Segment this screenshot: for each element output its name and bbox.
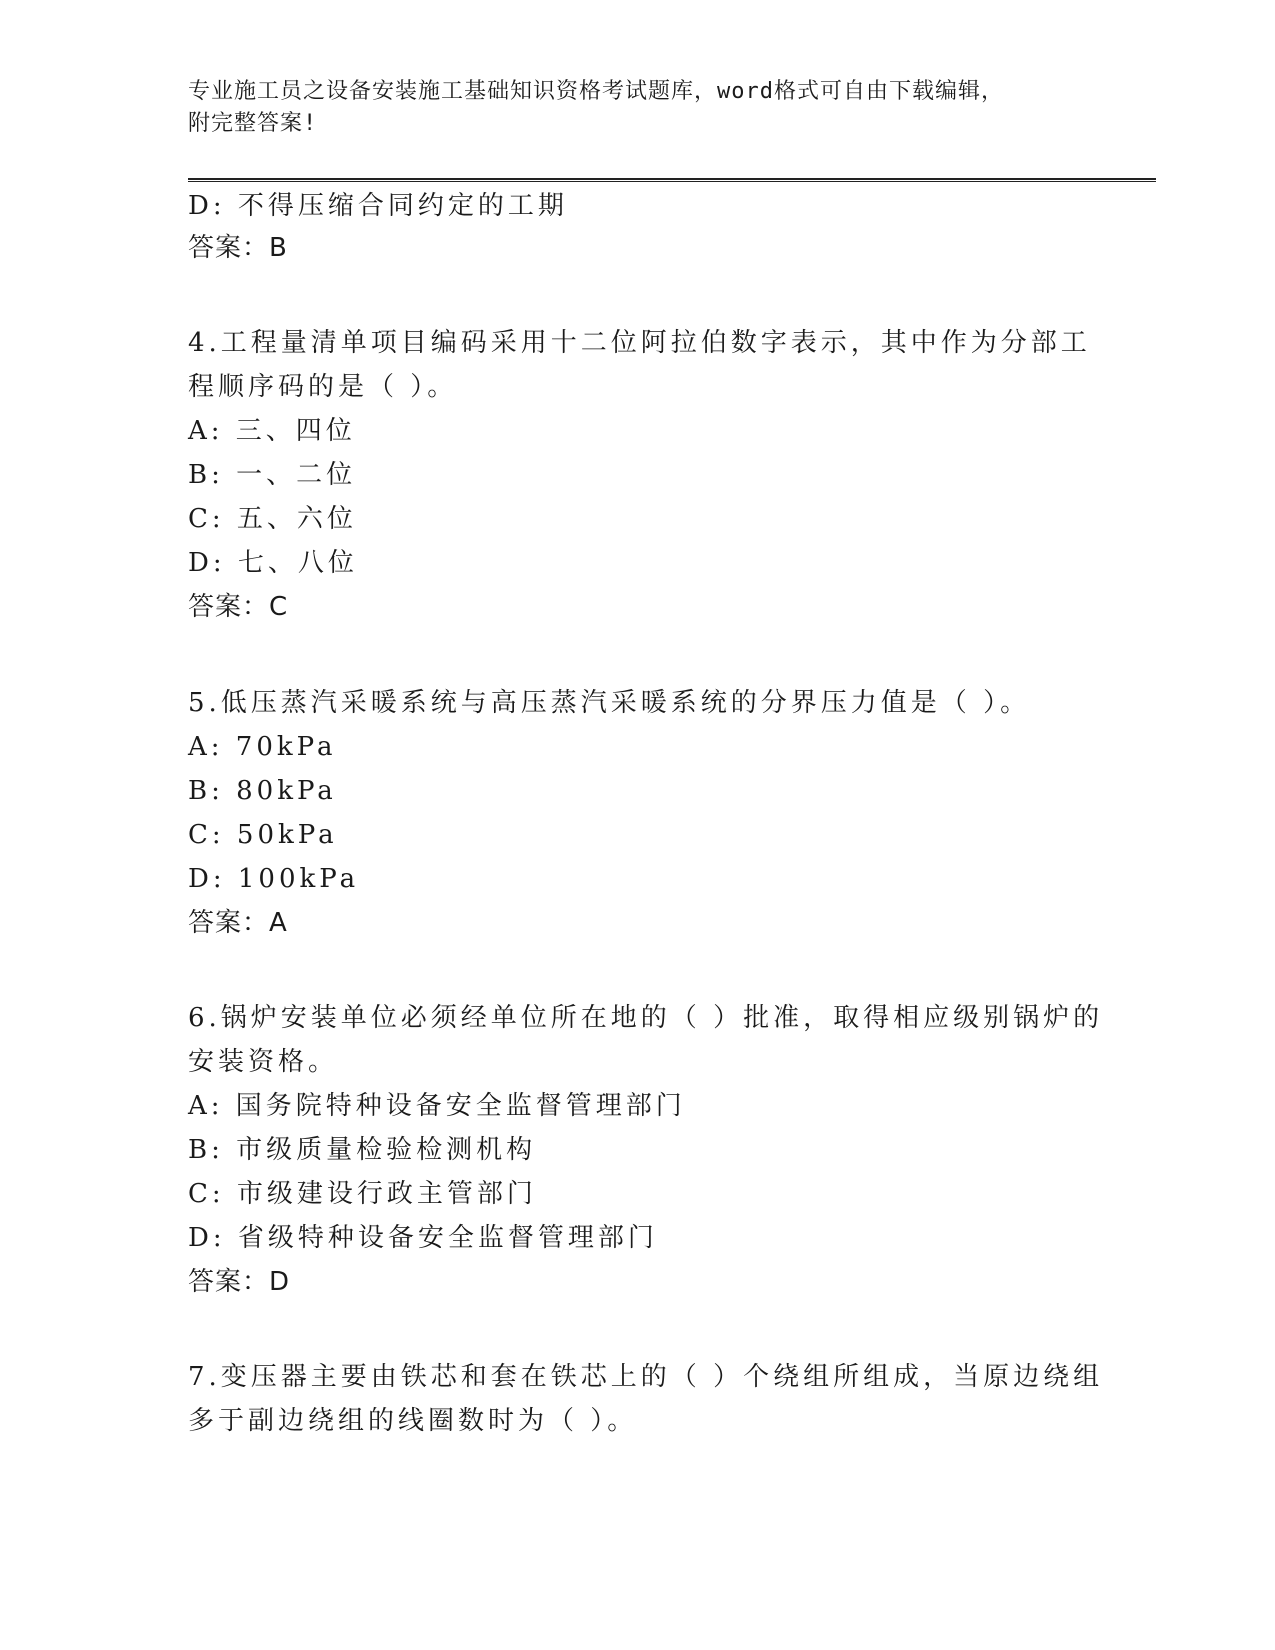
q6-stem-line-1: 6.锅炉安装单位必须经单位所在地的（ ）批准，取得相应级别锅炉的: [188, 1003, 1104, 1033]
q6-option-a: A: 国务院特种设备安全监督管理部门: [188, 1091, 686, 1121]
q6-answer: 答案：D: [188, 1267, 291, 1297]
q7-stem-line-2: 多于副边绕组的线圈数时为（ ）。: [188, 1406, 638, 1436]
q4-stem-line-2: 程顺序码的是（ ）。: [188, 372, 458, 402]
q4-stem-line-1: 4.工程量清单项目编码采用十二位阿拉伯数字表示，其中作为分部工: [188, 328, 1091, 358]
document-header: [188, 76, 1068, 140]
q3-option-d: D: 不得压缩合同约定的工期: [188, 191, 568, 221]
q6-option-d: D: 省级特种设备安全监督管理部门: [188, 1223, 658, 1253]
q4-answer: 答案：C: [188, 592, 289, 622]
q5-option-a: A: 70kPa: [188, 732, 337, 762]
q5-option-c: C: 50kPa: [188, 820, 338, 850]
q4-option-d: D: 七、八位: [188, 548, 358, 578]
q5-option-d: D: 100kPa: [188, 864, 360, 894]
q4-option-a: A: 三、四位: [188, 416, 356, 446]
q7-stem-line-1: 7.变压器主要由铁芯和套在铁芯上的（ ）个绕组所组成，当原边绕组: [188, 1362, 1104, 1392]
header-line-2: 附完整答案!: [188, 111, 318, 136]
q6-option-c: C: 市级建设行政主管部门: [188, 1179, 537, 1209]
q5-answer: 答案：A: [188, 908, 288, 938]
q3-answer: 答案：B: [188, 233, 288, 263]
q4-option-c: C: 五、六位: [188, 504, 357, 534]
q5-stem-line-1: 5.低压蒸汽采暖系统与高压蒸汽采暖系统的分界压力值是（ ）。: [188, 688, 1031, 718]
q5-option-b: B: 80kPa: [188, 776, 337, 806]
header-line-1: 专业施工员之设备安装施工基础知识资格考试题库，word格式可自由下载编辑，: [188, 79, 1004, 104]
q6-option-b: B: 市级质量检验检测机构: [188, 1135, 537, 1165]
header-divider: [188, 178, 1156, 182]
q6-stem-line-2: 安装资格。: [188, 1047, 339, 1077]
q4-option-b: B: 一、二位: [188, 460, 357, 490]
